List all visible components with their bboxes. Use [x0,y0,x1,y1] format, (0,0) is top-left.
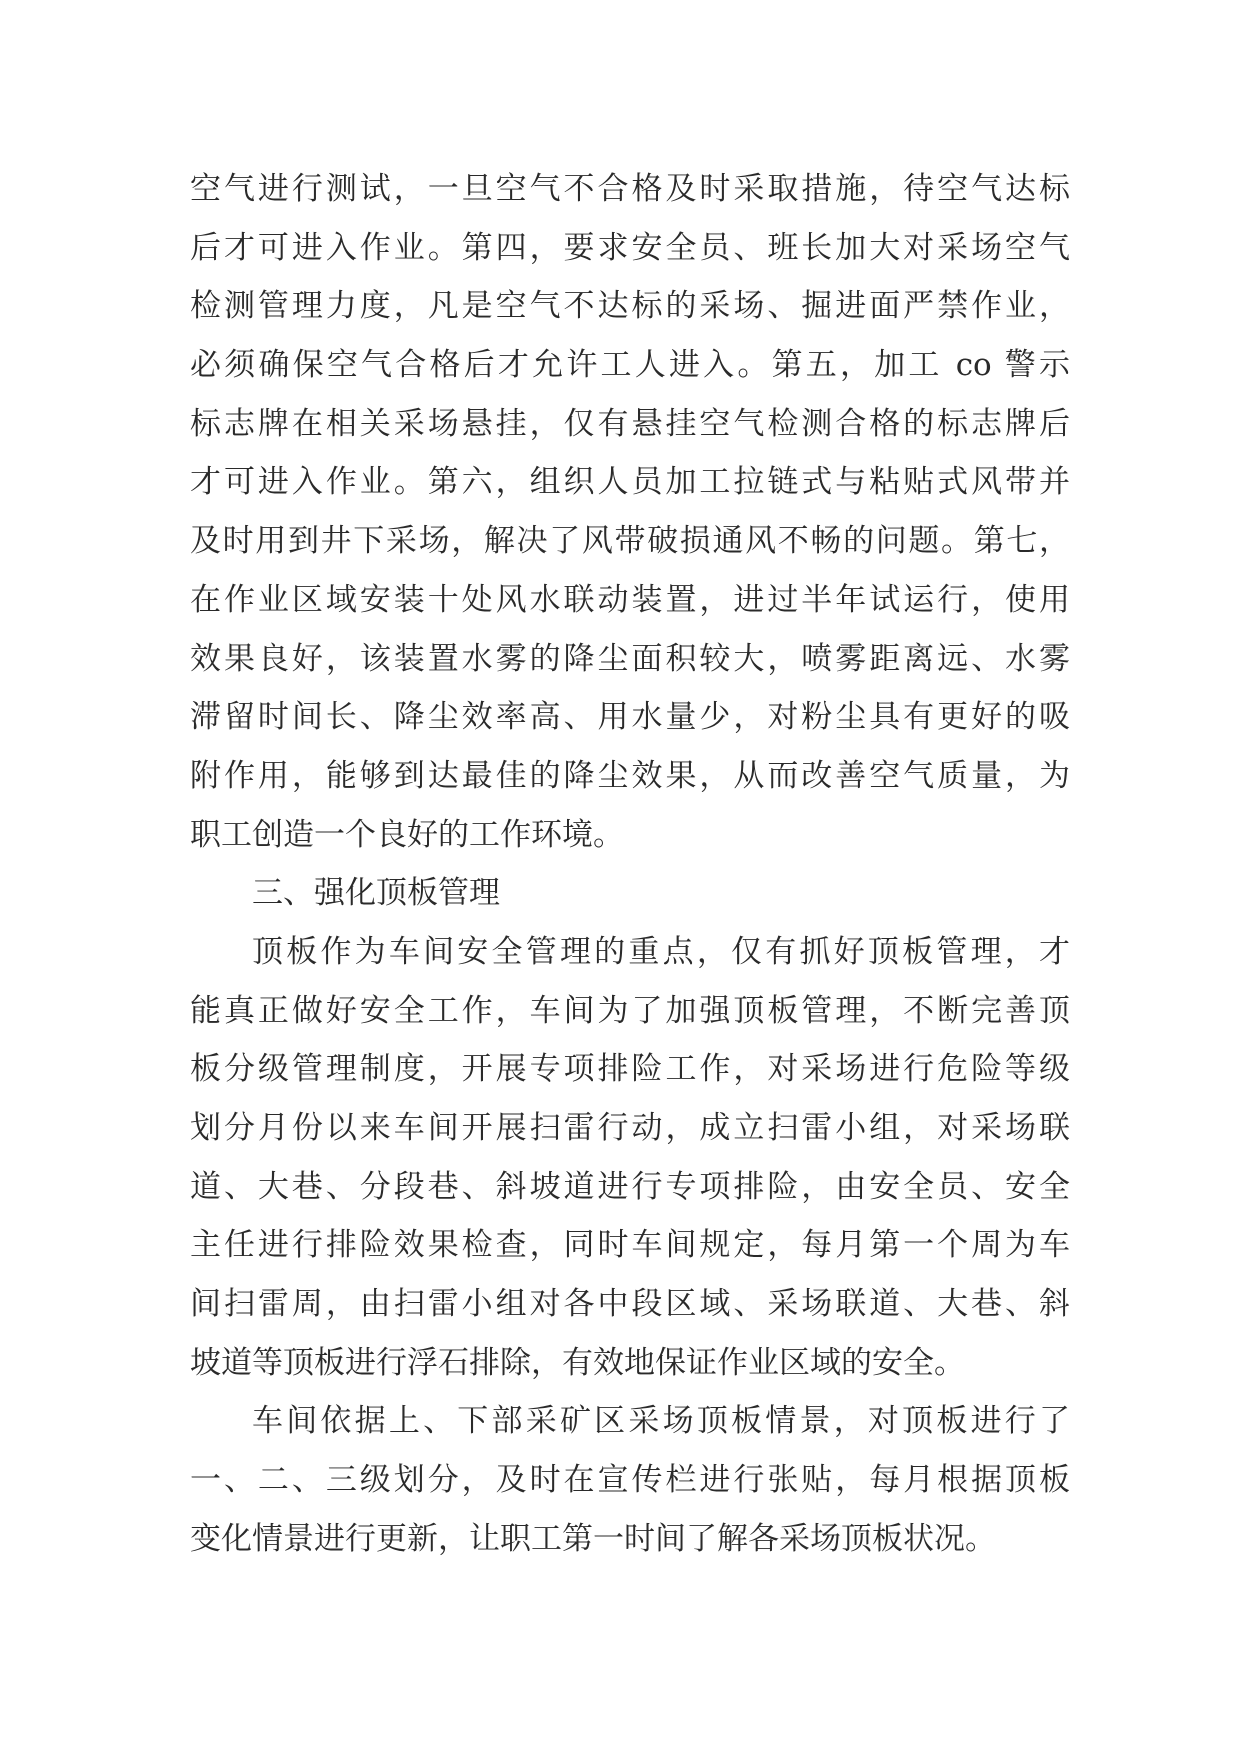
paragraph-line: 才可进入作业。第六，组织人员加工拉链式与粘贴式风带并 [190,464,1070,501]
paragraph-line: 主任进行排险效果检查，同时车间规定，每月第一个周为车 [190,1227,1070,1264]
paragraph-line: 能真正做好安全工作，车间为了加强顶板管理，不断完善顶 [190,992,1070,1029]
paragraph-line: 一、二、三级划分，及时在宣传栏进行张贴，每月根据顶板 [190,1462,1070,1499]
section-heading: 三、强化顶板管理 [252,875,500,912]
paragraph-line: 道、大巷、分段巷、斜坡道进行专项排险，由安全员、安全 [190,1168,1070,1205]
paragraph-line: 及时用到井下采场，解决了风带破损通风不畅的问题。第七， [190,523,1070,560]
paragraph-line: 空气进行测试，一旦空气不合格及时采取措施，待空气达标 [190,171,1070,207]
paragraph-line: 划分月份以来车间开展扫雷行动，成立扫雷小组，对采场联 [190,1110,1070,1146]
paragraph-line: 标志牌在相关采场悬挂，仅有悬挂空气检测合格的标志牌后 [190,405,1070,442]
paragraph-line: 职工创造一个良好的工作环境。 [190,816,624,853]
paragraph-line: 附作用，能够到达最佳的降尘效果，从而改善空气质量，为 [190,757,1070,794]
paragraph-line: 变化情景进行更新，让职工第一时间了解各采场顶板状况。 [190,1520,996,1557]
paragraph-line: 滞留时间长、降尘效率高、用水量少，对粉尘具有更好的吸 [190,699,1070,736]
paragraph-line: 顶板作为车间安全管理的重点，仅有抓好顶板管理，才 [252,933,1070,970]
paragraph-line: 必须确保空气合格后才允许工人进入。第五，加工 co 警示 [190,347,1070,384]
paragraph-line: 板分级管理制度，开展专项排险工作，对采场进行危险等级 [190,1051,1070,1088]
paragraph-line: 后才可进入作业。第四，要求安全员、班长加大对采场空气 [190,229,1070,266]
paragraph-line: 效果良好，该装置水雾的降尘面积较大，喷雾距离远、水雾 [190,640,1070,677]
paragraph-line: 车间依据上、下部采矿区采场顶板情景，对顶板进行了 [252,1403,1070,1440]
paragraph-line: 在作业区域安装十处风水联动装置，进过半年试运行，使用 [190,581,1070,618]
paragraph-line: 坡道等顶板进行浮石排除，有效地保证作业区域的安全。 [190,1344,965,1381]
paragraph-line: 检测管理力度，凡是空气不达标的采场、掘进面严禁作业， [190,288,1070,325]
paragraph-line: 间扫雷周，由扫雷小组对各中段区域、采场联道、大巷、斜 [190,1286,1070,1323]
document-body [190,160,1070,1569]
